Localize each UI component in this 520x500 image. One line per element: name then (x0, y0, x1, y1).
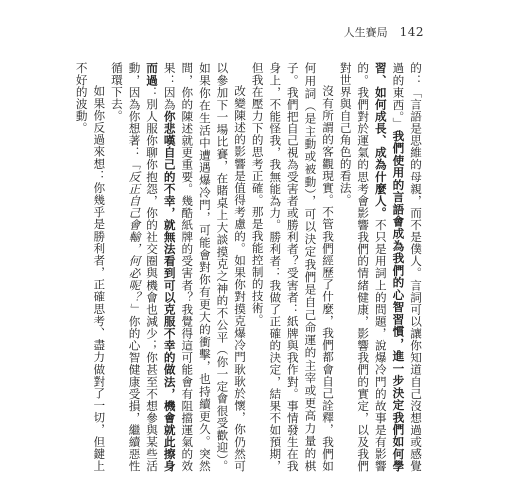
page-header (344, 24, 424, 40)
bold-sentence: 我們使用的言語會成為我們的心智習慣，進一步決定我們如何學習、如何成長、成為什麼人。 (373, 62, 406, 473)
quote-sentence: 的：「言語是思維的母親，而不是僕人。言詞可以讓你知道自己沒想過或感覺過的東西。」 (391, 62, 423, 472)
paragraph-4: 如果你反過來想：你幾乎是勝利者，正確思考、盡力做對了一切，但鍵上不好的波動。 (74, 62, 107, 472)
running-title: 人生賽局 (343, 26, 388, 39)
paragraph-1 (336, 62, 424, 472)
paragraph-3 (107, 62, 248, 472)
italic-quote: 「反正自己會輸，何必呢？」 (127, 158, 142, 316)
paragraph-3-middle: ：別人服你聊你抱怨，你的社交圈與機會也減少；你甚至不想參與某些活動，因為你想著： (127, 62, 160, 473)
paragraph-3-tail: 你的心智健康受損，繼續惡性循環下去。 (109, 62, 142, 473)
paragraph-1-tail: 不只是用詞上的問題，說爆冷門的故事是有影響的。我們對於運氣的思考會影響我們的情緒健康，影響我們的實定，以及我們對世界與自己角色的看法。 (338, 62, 388, 473)
paragraph-3-head: 改變陳述的影響是值得考慮的。如果你對摸克爆冷門耿耿於懷，你仍然可以參加下一場比賽，在賭桌上大談摸克之神的不公平（你一定會很受歡迎）。如果你在生活中遭遇爆冷門，可能會對你有更大的衝擊，也持續更久。突然間，你的陳述就更重要。幾酷紙牌的受害者？我覺得這可能會有阻擋運氣的效果：因為 (162, 62, 248, 472)
paragraph-2: 沒有所謂的客觀現實。不管我們經歷了什麼，我們都會自己詮釋，我們如何用詞（是主動或被動），可以決定我們是自己命運的主宰或更高力量的棋子。我們把自己視為受害者或勝利者？受害者：紙牌與我作對。事情發生在我身上，不能怪我，我無能為力。勝利者：我做了正確的決定，結果不如預期，但我在壓力下的思考正確。那是我能控制的技術。 (250, 62, 336, 472)
bold-phrase: 你悲嘆自己的不幸，就無法看到可以克服不幸的做法，機會就此擦身而過 (145, 62, 177, 473)
vertical-text-body (72, 62, 424, 472)
page-number: 142 (399, 25, 424, 39)
